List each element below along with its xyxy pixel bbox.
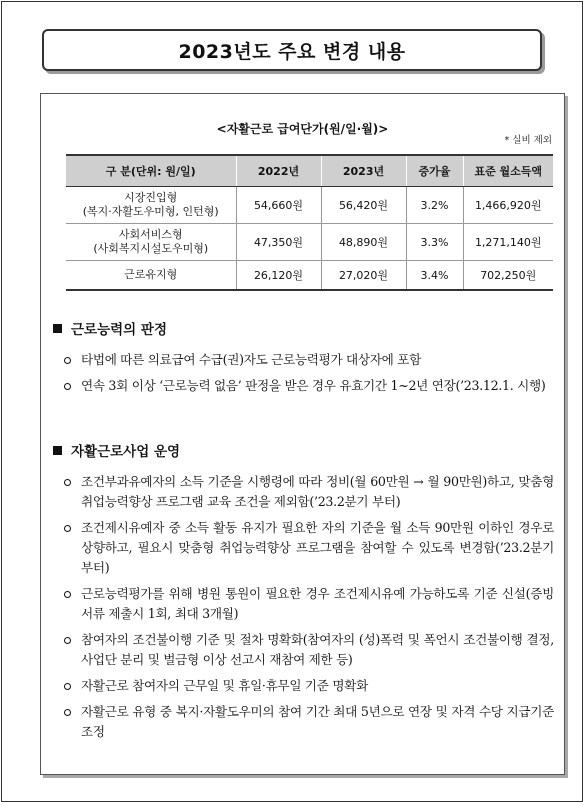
value-2022: 54,660원 bbox=[236, 187, 321, 224]
circle-bullet-icon bbox=[64, 357, 71, 364]
circle-bullet-icon bbox=[64, 709, 71, 716]
header-monthly: 표준 월소득액 bbox=[463, 155, 553, 187]
category-name: 근로유지형 bbox=[124, 268, 178, 281]
list-item-text: 조건부과유예자의 소득 기준을 시행령에 따라 정비(월 60만원 → 월 90만원)하고, 맞춤형 취업능력향상 프로그램 교육 조건을 제외함(’23.2분기 부터) bbox=[81, 474, 554, 509]
table-caption: <자활근로 급여단가(원/일·월)> bbox=[216, 122, 389, 136]
square-bullet-icon bbox=[53, 324, 62, 333]
value-monthly: 1,466,920원 bbox=[463, 187, 553, 224]
wage-table bbox=[66, 154, 553, 291]
circle-bullet-icon bbox=[64, 683, 71, 690]
circle-bullet-icon bbox=[64, 383, 71, 390]
list-item-text: 참여자의 조건불이행 기준 및 절차 명확화(참여자의 (성)폭력 및 폭언시 조건불이행 결정, 사업단 분리 및 벌금형 이상 선고시 재참여 제한 등) bbox=[81, 632, 554, 667]
title-box bbox=[42, 29, 542, 71]
table-row bbox=[66, 261, 553, 291]
value-2023: 56,420원 bbox=[321, 187, 406, 224]
table-note: * 실비 제외 bbox=[504, 135, 552, 146]
self-support-list bbox=[64, 472, 554, 748]
value-rate: 3.4% bbox=[406, 261, 463, 291]
table-row bbox=[66, 187, 553, 224]
value-rate: 3.3% bbox=[406, 224, 463, 261]
value-2022: 47,350원 bbox=[236, 224, 321, 261]
table-row bbox=[66, 224, 553, 261]
list-item bbox=[64, 630, 554, 670]
list-item bbox=[64, 376, 554, 396]
header-2023: 2023년 bbox=[321, 155, 406, 187]
square-bullet-icon bbox=[53, 446, 62, 455]
list-item bbox=[64, 350, 554, 370]
category-sub: (복지·자활도우미형, 인턴형) bbox=[82, 205, 219, 218]
list-item-text: 조건제시유예자 중 소득 활동 유지가 필요한 자의 기준을 월 소득 90만원 이하인 경우로 상향하고, 필요시 맞춤형 취업능력향상 프로그램을 참여할 수 있도록 변경함(’23.2분기 부터) bbox=[81, 520, 554, 575]
header-category: 구 분(단위: 원/일) bbox=[66, 155, 236, 187]
list-item bbox=[64, 584, 554, 624]
list-item-text: 자활근로 참여자의 근무일 및 휴일·휴무일 기준 명확화 bbox=[81, 678, 368, 693]
section-heading-work-ability bbox=[53, 318, 167, 338]
circle-bullet-icon bbox=[64, 525, 71, 532]
value-monthly: 1,271,140원 bbox=[463, 224, 553, 261]
table-header-row bbox=[66, 155, 553, 187]
work-ability-list bbox=[64, 350, 554, 402]
list-item-text: 타법에 따른 의료급여 수급(권)자도 근로능력평가 대상자에 포함 bbox=[81, 352, 421, 367]
list-item bbox=[64, 702, 554, 742]
header-rate: 증가율 bbox=[406, 155, 463, 187]
page-title: 2023년도 주요 변경 내용 bbox=[178, 40, 406, 63]
list-item bbox=[64, 676, 554, 696]
category-cell bbox=[66, 261, 236, 291]
category-cell bbox=[66, 224, 236, 261]
list-item-text: 근로능력평가를 위해 병원 통원이 필요한 경우 조건제시유예 가능하도록 기준 신설(증빙서류 제출시 1회, 최대 3개월) bbox=[81, 586, 554, 621]
value-2023: 27,020원 bbox=[321, 261, 406, 291]
circle-bullet-icon bbox=[64, 479, 71, 486]
value-2023: 48,890원 bbox=[321, 224, 406, 261]
section-heading-label: 자활근로사업 운영 bbox=[71, 444, 181, 460]
circle-bullet-icon bbox=[64, 637, 71, 644]
content-box bbox=[40, 93, 565, 775]
circle-bullet-icon bbox=[64, 591, 71, 598]
value-monthly: 702,250원 bbox=[463, 261, 553, 291]
list-item-text: 연속 3회 이상 ‘근로능력 없음’ 판정을 받은 경우 유효기간 1~2년 연장(’23.12.1. 시행) bbox=[81, 378, 546, 393]
category-name: 시장진입형 bbox=[124, 191, 178, 204]
category-name: 사회서비스형 bbox=[118, 228, 183, 241]
category-sub: (사회복지시설도우미형) bbox=[93, 242, 209, 255]
list-item-text: 자활근로 유형 중 복지·자활도우미의 참여 기간 최대 5년으로 연장 및 자격 수당 지급기준 조정 bbox=[81, 704, 554, 739]
list-item bbox=[64, 518, 554, 578]
section-heading-self-support bbox=[53, 440, 180, 460]
list-item bbox=[64, 472, 554, 512]
value-2022: 26,120원 bbox=[236, 261, 321, 291]
section-heading-label: 근로능력의 판정 bbox=[71, 322, 167, 338]
header-2022: 2022년 bbox=[236, 155, 321, 187]
value-rate: 3.2% bbox=[406, 187, 463, 224]
category-cell bbox=[66, 187, 236, 224]
